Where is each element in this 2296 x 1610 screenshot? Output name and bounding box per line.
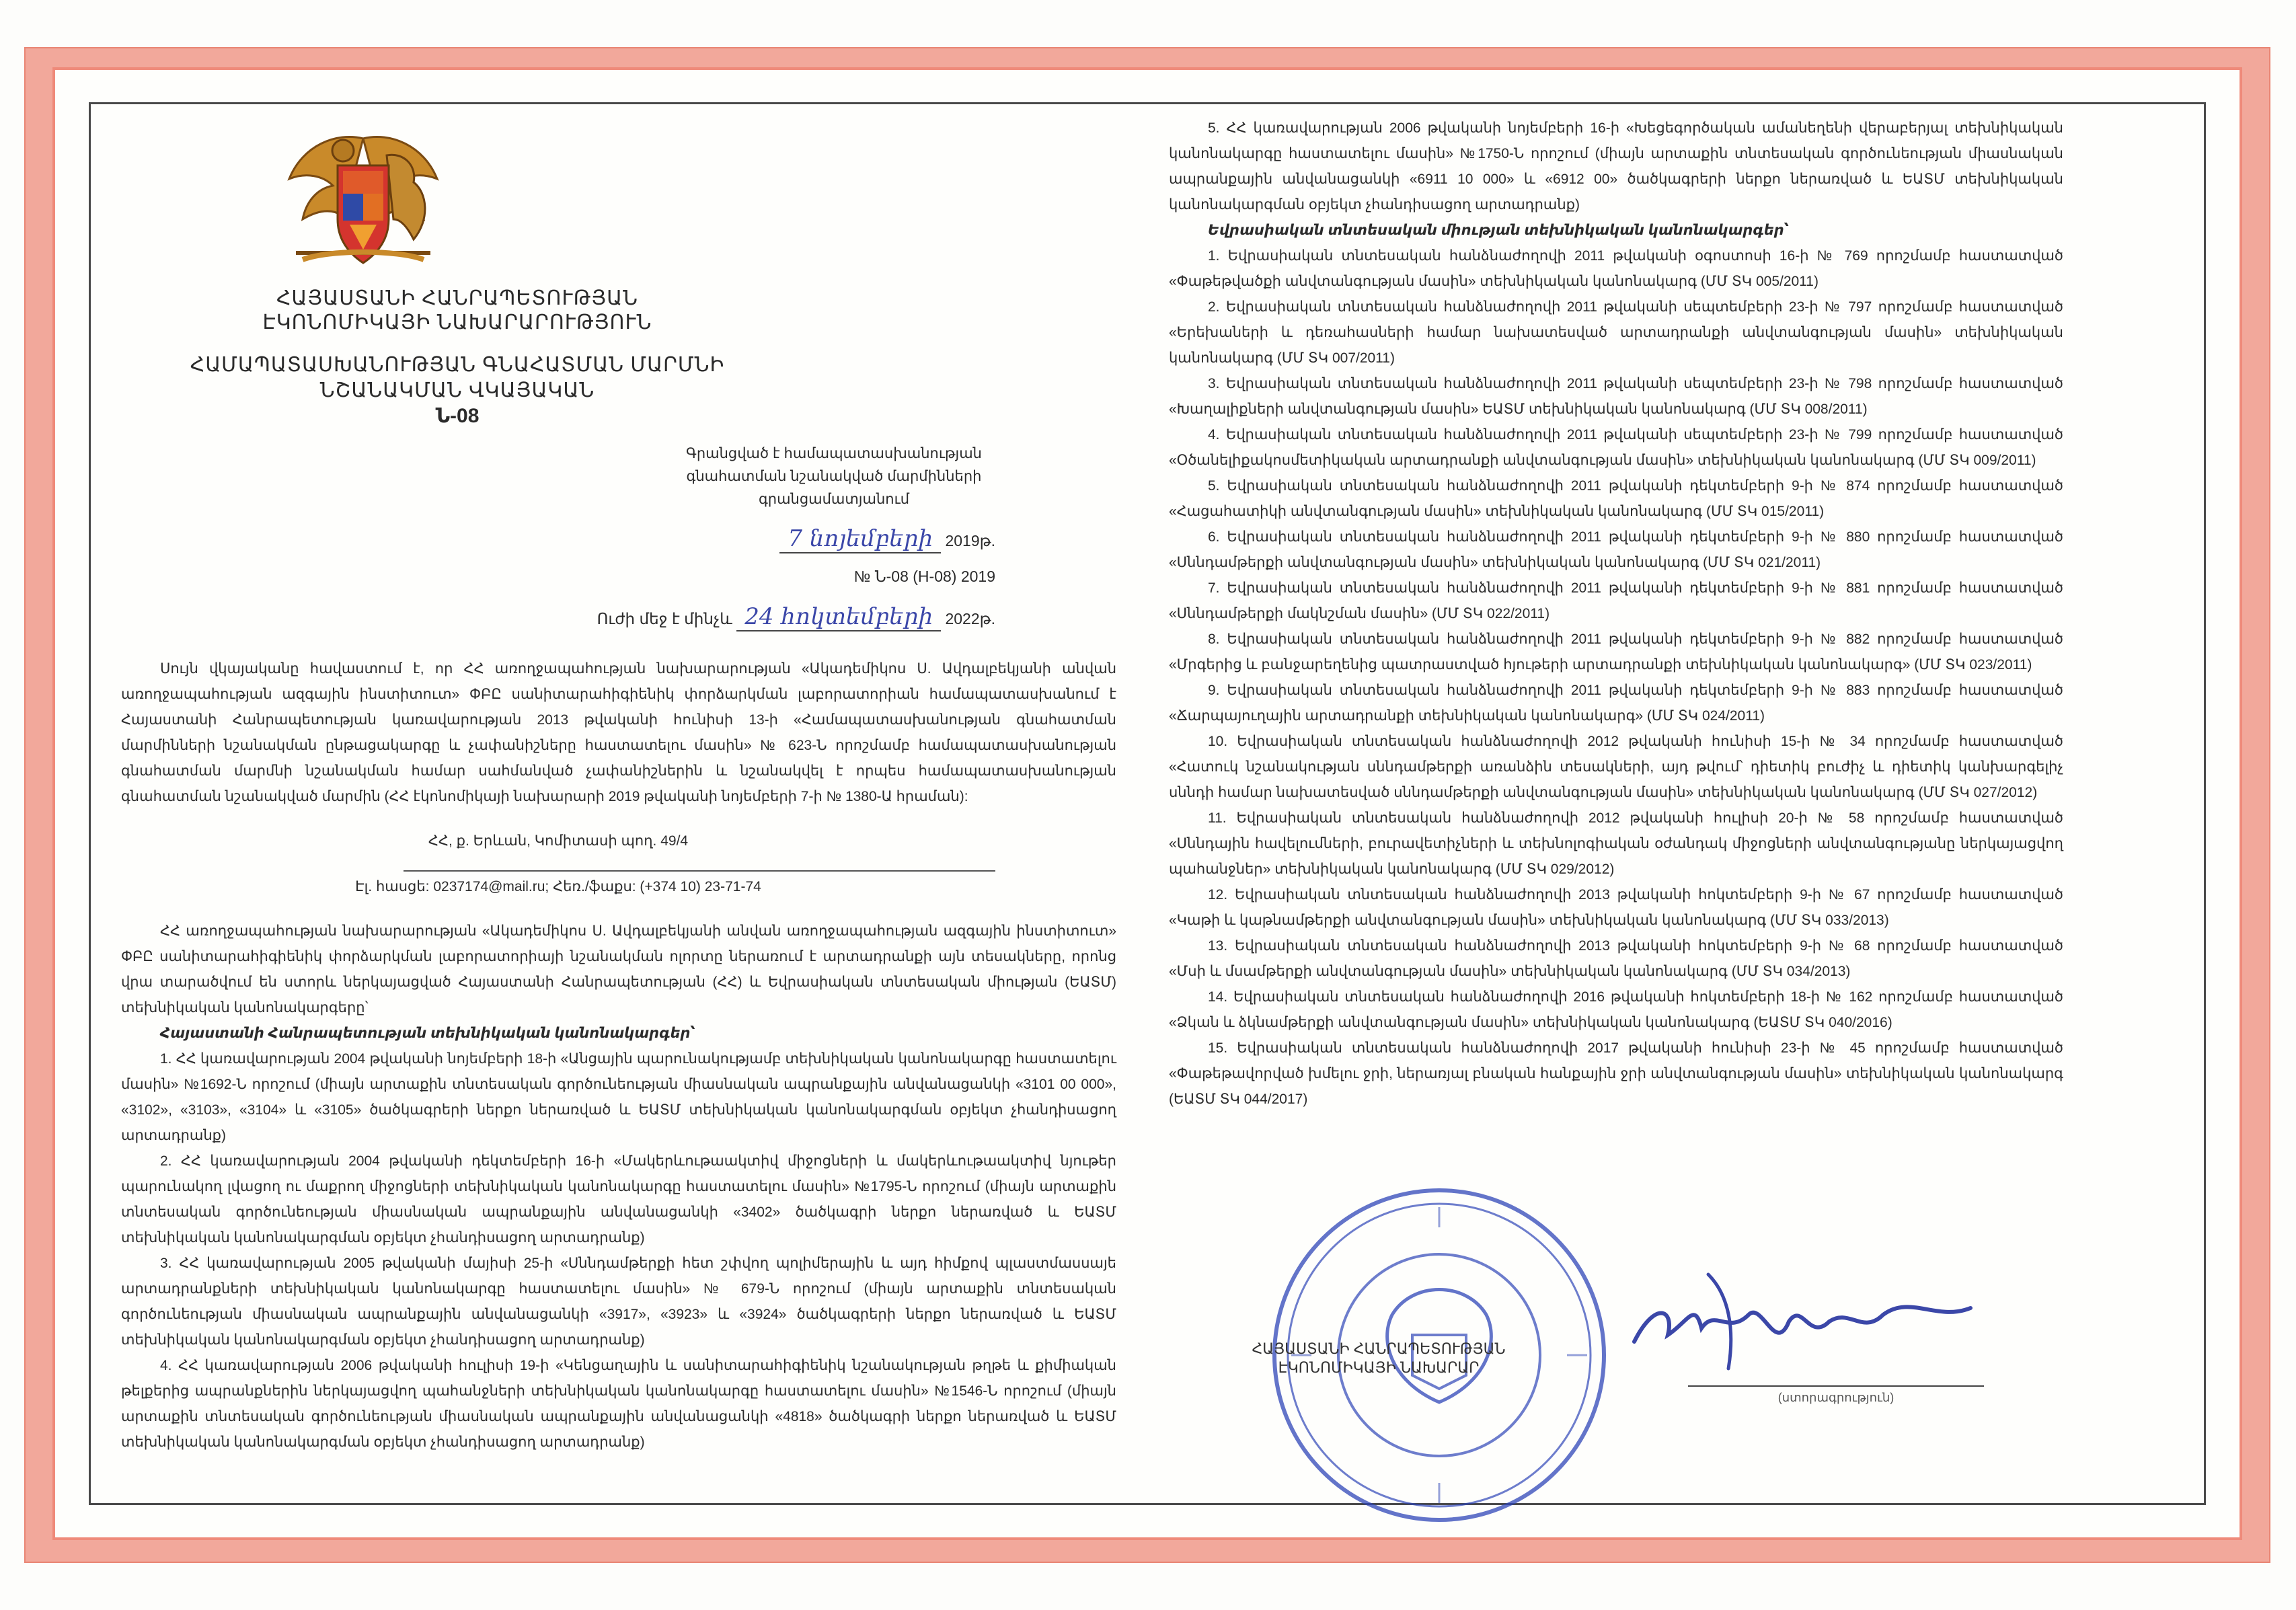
valid-year: 2022թ. (945, 610, 995, 627)
scope-intro: ՀՀ առողջապահության նախարարության «Ակադեմիկոս Ս. Ավդալբեկյանի անվան առողջապահության ազգային ինստիտուտ» ՓԲԸ սանիտարահիգիենիկ փորձարկման լաբորատորիայի նշանակման ոլորտը ներառում է արտադրանքի այն տեսակները, որոնց վրա տարածվում են ստորև ներկայացված Հայաստանի Հանրապետության (ՀՀ) և Եվրասիական տնտեսական միության (ԵԱՏՄ) տեխնիկական կանոնակարգերը՝ (121, 923, 1116, 1015)
ministry-line1: ՀԱՅԱՍՏԱՆԻ ՀԱՆՐԱՊԵՏՈՒԹՅԱՆ (276, 287, 639, 309)
rta-item: 4. ՀՀ կառավարության 2006 թվականի հուլիսի 19-ի «Կենցաղային և սանիտարահիգիենիկ նշանակության թղթե և քիմիական թելքերից ապրանքներին ներկայացվող պահանջների տեխնիկական կանոնակարգը հաստատելու մասին» №1546-Ն որոշում (միայն արտաքին տնտեսական գործունեության միասնական ապրանքային անվանացանկի «4818» ծածկագրի ներքո ներառված և ԵԱՏՄ տեխնիկական կանոնակարգման օբյեկտ չհանդիսացող արտադրանք) (121, 1358, 1116, 1450)
address-divider (404, 870, 995, 872)
intro-paragraph: Սույն վկայականը հավաստում է, որ ՀՀ առողջապահության նախարարության «Ակադեմիկոս Ս. Ավդալբեկյանի անվան առողջապահության ազգային ինստիտուտ» ՓԲԸ սանիտարահիգիենիկ փորձարկման լաբորատորիան համապատասխանում է Հայաստանի Հանրապետության կառավարության 2013 թվականի հունիսի 13-ի «Համապատասխանության գնահատման մարմինների նշանակման ընթացակարգը և չափանիշները հաստատելու մասին» № 623-Ն որոշմամբ համապատասխանության գնահատման մարմնի նշանակման համար սահմանված չափանիշներին և նշանակվել է որպես համապատասխանության գնահատման նշանակված մարմին (ՀՀ էկոնոմիկայի նախարարի 2019 թվականի նոյեմբերի 7-ի № 1380-Ա հրաման): (121, 661, 1116, 804)
registry-note: Գրանցված է համապատասխանության գնահատման նշանակված մարմինների գրանցամատյանում (686, 446, 982, 507)
rta-section-title: Հայաստանի Հանրապետության տեխնիկական կանոնակարգեր՝ (160, 1026, 695, 1041)
handwritten-signature-icon (1628, 1261, 1977, 1375)
eaeu-item: 11. Եվրասիական տնտեսական հանձնաժողովի 2012 թվականի հուլիսի 20-ի № 58 որոշմամբ հաստատված «Սննդային հավելումների, բուրավետիչների և տեխնոլոգիական օժանդակ միջոցների անվտանգությանը ներկայացվող պահանջներ» տեխնիկական կանոնակարգ (ՄՄ ՏԿ 029/2012) (1169, 810, 2063, 877)
eaeu-item: 10. Եվրասիական տնտեսական հանձնաժողովի 2012 թվականի հունիսի 15-ի № 34 որոշմամբ հաստատված «Հատուկ նշանակության սննդամթերքի առանձին տեսակների, այդ թվում՝ դիետիկ բուժիչ և դիետիկ կանխարգելիչ սննդի համար նախատեսված սննդամթերքի անվտանգության մասին» տեխնիկական կանոնակարգ (ՄՄ ՏԿ 027/2012) (1169, 734, 2063, 800)
certificate-title: ՀԱՄԱՊԱՏԱՍԽԱՆՈՒԹՅԱՆ ԳՆԱՀԱՏՄԱՆ ՄԱՐՄՆԻ ՆՇԱՆԱԿՄԱՆ ՎԿԱՅԱԿԱՆ (190, 354, 725, 401)
valid-prefix: Ուժի մեջ է մինչև (597, 610, 732, 627)
left-column (121, 116, 1116, 1455)
eaeu-item: 12. Եվրասիական տնտեսական հանձնաժողովի 2013 թվականի հոկտեմբերի 9-ի № 67 որոշմամբ հաստատված «Կաթի և կաթնամթերքի անվտանգության մասին» տեխնիկական կանոնակարգ (ՄՄ ՏԿ 033/2013) (1169, 887, 2063, 928)
eaeu-item: 7. Եվրասիական տնտեսական հանձնաժողովի 2011 թվականի դեկտեմբերի 9-ի № 881 որոշմամբ հաստատված «Սննդամթերքի մակնշման մասին» (ՄՄ ՏԿ 022/2011) (1169, 580, 2063, 621)
issue-year: 2019թ. (945, 532, 995, 549)
eaeu-item: 3. Եվրասիական տնտեսական հանձնաժողովի 2011 թվականի սեպտեմբերի 23-ի № 798 որոշմամբ հաստատված «Խաղալիքների անվտանգության մասին» ԵԱՏՄ տեխնիկական կանոնակարգ (ՄՄ ՏԿ 008/2011) (1169, 376, 2063, 417)
eaeu-item: 15. Եվրասիական տնտեսական հանձնաժողովի 2017 թվականի հունիսի 23-ի № 45 որոշմամբ հաստատված «Փաթեթավորված խմելու ջրի, ներառյալ բնական հանքային ջրի անվտանգության մասին» տեխնիկական կանոնակարգ (ԵԱՏՄ ՏԿ 044/2017) (1169, 1040, 2063, 1107)
eaeu-item: 4. Եվրասիական տնտեսական հանձնաժողովի 2011 թվականի սեպտեմբերի 23-ի № 799 որոշմամբ հաստատված «Օծանելիքակոսմետիկական արտադրանքի անվտանգության մասին» տեխնիկական կանոնակարգ (ՄՄ ՏԿ 009/2011) (1169, 427, 2063, 468)
rta-item: 1. ՀՀ կառավարության 2004 թվականի նոյեմբերի 18-ի «Անցային պարունակությամբ տեխնիկական կանոնակարգը հաստատելու մասին» №1692-Ն որոշում (միայն արտաքին տնտեսական գործունեության միասնական ապրանքային անվանացանկի «3101 00 000», «3102», «3103», «3104» և «3105» ծածկագրերի ներքո ներառված և ԵԱՏՄ տեխնիկական կանոնակարգման օբյեկտ չհանդիսացող արտադրանք) (121, 1051, 1116, 1143)
rta-item: 3. ՀՀ կառավարության 2005 թվականի մայիսի 25-ի «Սննդամթերքի հետ շփվող պոլիմերային և այդ հիմքով պլաստմասսայե արտադրանքների տեխնիկական կանոնակարգը հաստատելու մասին» № 679-Ն որոշում (միայն արտաքին տնտեսական գործունեության միասնական ապրանքային անվանացանկի «3917», «3923» և «3924» ծածկագրերի ներքո ներառված և ԵԱՏՄ տեխնիկական կանոնակարգման օբյեկտ չհանդիսացող արտադրանք) (121, 1256, 1116, 1348)
signatory-line2: ԷԿՈՆՈՄԻԿԱՅԻ ՆԱԽԱՐԱՐ (1278, 1359, 1480, 1376)
rta-item: 5. ՀՀ կառավարության 2006 թվականի նոյեմբերի 16-ի «Խեցեգործական ամանեղենի վերաբերյալ տեխնիկական կանոնակարգը հաստատելու մասին» №1750-Ն որոշում (միայն արտաքին տնտեսական գործունեության միասնական ապրանքային անվանացանկի «6911 10 000» և «6912 00» ծածկագրերի ներքո ներառված և ԵԱՏՄ տեխնիկական կանոնակարգման օբյեկտ չհանդիսացող արտադրանք) (1169, 120, 2063, 213)
signatory-line1: ՀԱՅԱՍՏԱՆԻ ՀԱՆՐԱՊԵՏՈՒԹՅԱՆ (1252, 1340, 1506, 1357)
valid-until (121, 604, 995, 636)
signature-caption: (ստորագրություն) (1777, 1391, 1895, 1404)
eaeu-item: 2. Եվրասիական տնտեսական հանձնաժողովի 2011 թվականի սեպտեմբերի 23-ի № 797 որոշմամբ հաստատված «Երեխաների և դեռահասների համար նախատեսված արտադրանքի անվտանգության մասին» տեխնիկական կանոնակարգ (ՄՄ ՏԿ 007/2011) (1169, 299, 2063, 366)
eaeu-item: 9. Եվրասիական տնտեսական հանձնաժողովի 2011 թվականի դեկտեմբերի 9-ի № 883 որոշմամբ հաստատված «Ճարպայուղային արտադրանքի տեխնիկական կանոնակարգ» (ՄՄ ՏԿ 024/2011) (1169, 683, 2063, 724)
eaeu-section-title: Եվրասիական տնտեսական միության տեխնիկական կանոնակարգեր՝ (1208, 223, 1790, 238)
eaeu-item: 5. Եվրասիական տնտեսական հանձնաժողովի 2011 թվականի դեկտեմբերի 9-ի № 874 որոշմամբ հաստատված «Հացահատիկի անվտանգության մասին» տեխնիկական կանոնակարգ (ՄՄ ՏԿ 015/2011) (1169, 478, 2063, 519)
contact-info: Էլ. հասցե: 0237174@mail.ru; Հեռ./ֆաքս: (+374 10) 23-71-74 (355, 879, 761, 894)
signature-line (1688, 1385, 1984, 1387)
eaeu-item: 14. Եվրասիական տնտեսական հանձնաժողովի 2016 թվականի հոկտեմբերի 18-ի № 162 որոշմամբ հաստատված «Ձկան և ձկնամթերքի անվտանգության մասին» տեխնիկական կանոնակարգ (ԵԱՏՄ ՏԿ 040/2016) (1169, 989, 2063, 1030)
right-column (1169, 116, 2063, 1112)
eaeu-item: 1. Եվրասիական տնտեսական հանձնաժողովի 2011 թվականի օգոստոսի 16-ի № 769 որոշմամբ հաստատված «Փաթեթվածքի անվտանգության մասին» տեխնիկական կանոնակարգ (ՄՄ ՏԿ 005/2011) (1169, 248, 2063, 289)
issue-date (121, 526, 995, 558)
coat-of-arms-icon (276, 125, 451, 280)
certificate-number: Ն-08 (435, 405, 480, 427)
ministry-line2: ԷԿՈՆՈՄԻԿԱՅԻ ՆԱԽԱՐԱՐՈՒԹՅՈՒՆ (262, 311, 652, 334)
rta-item: 2. ՀՀ կառավարության 2004 թվականի դեկտեմբերի 16-ի «Մակերևութաակտիվ միջոցների և մակերևութաակտիվ նյութեր պարունակող լվացող ու մաքրող միջոցների տեխնիկական կանոնակարգը հաստատելու մասին» №1795-Ն որոշում (միայն արտաքին տնտեսական գործունեության միասնական ապրանքային անվանացանկի «3402» ծածկագրի ներքո ներառված և ԵԱՏՄ տեխնիկական կանոնակարգման օբյեկտ չհանդիսացող արտադրանք) (121, 1153, 1116, 1245)
eaeu-item: 8. Եվրասիական տնտեսական հանձնաժողովի 2011 թվականի դեկտեմբերի 9-ի № 882 որոշմամբ հաստատված «Մրգերից և բանջարեղենից պատրաստված հյութերի արտադրանքի տեխնիկական կանոնակարգ» (ՄՄ ՏԿ 023/2011) (1169, 631, 2063, 673)
eaeu-item: 6. Եվրասիական տնտեսական հանձնաժողովի 2011 թվականի դեկտեմբերի 9-ի № 880 որոշմամբ հաստատված «Սննդամթերքի անվտանգության մասին» տեխնիկական կանոնակարգ (ՄՄ ՏԿ 021/2011) (1169, 529, 2063, 570)
valid-date-handwritten: 24 հոկտեմբերի (736, 603, 941, 631)
issue-date-handwritten: 7 նոյեմբերի (779, 525, 941, 553)
registration-number: № Ն-08 (Н-08) 2019 (853, 568, 995, 585)
ministry-name (121, 286, 794, 335)
eaeu-item: 13. Եվրասիական տնտեսական հանձնաժողովի 2013 թվականի հոկտեմբերի 9-ի № 68 որոշմամբ հաստատված «Մսի և մսամթերքի անվտանգության մասին» տեխնիկական կանոնակարգ (ՄՄ ՏԿ 034/2013) (1169, 938, 2063, 979)
address: ՀՀ, ք. Երևան, Կոմիտասի պող. 49/4 (428, 833, 689, 849)
signatory-title (1231, 1340, 1527, 1377)
